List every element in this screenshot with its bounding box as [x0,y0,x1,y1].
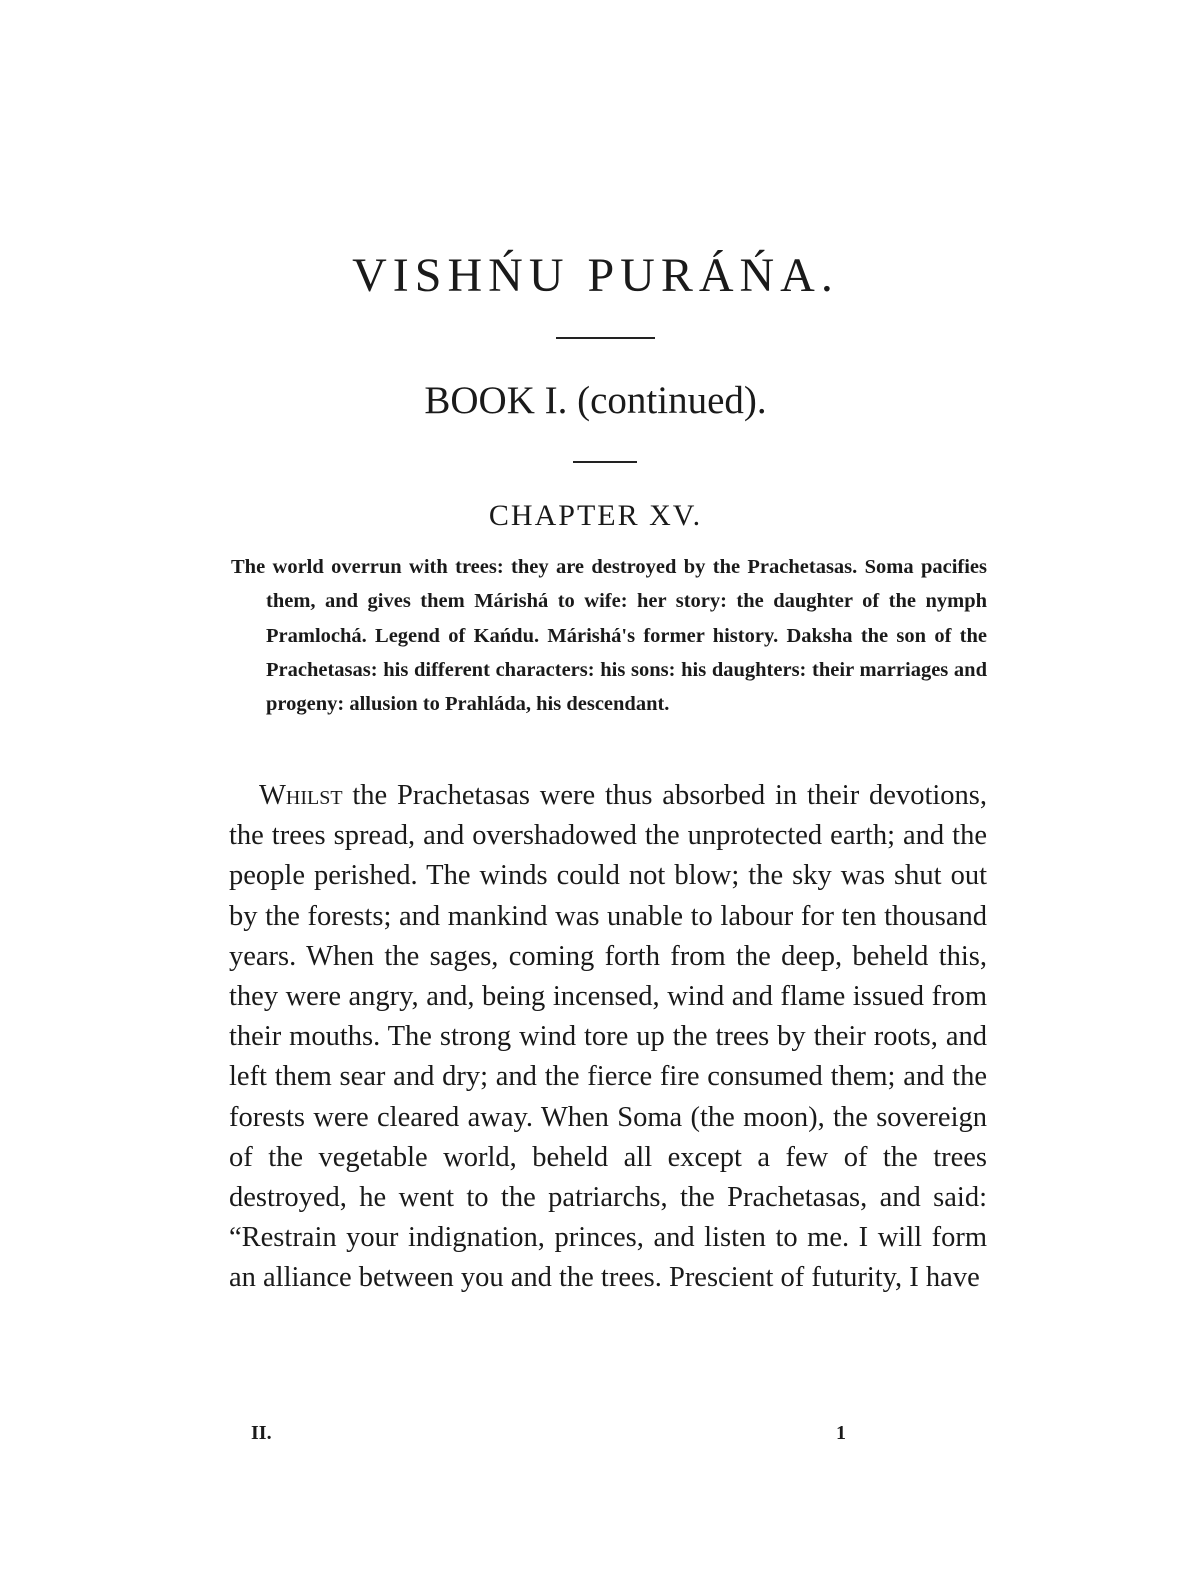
body-paragraph-text: the Prachetasas were thus absorbed in their devotions, the trees spread, and overshadowed the unprotected earth; and the people perished. The winds could not blow; the sky was shut out by the forests; and mankind was unable to labour for ten thousand years. When the sages, coming forth from the deep, beheld this, they were angry, and, being incensed, wind and flame issued from their mouths. The strong wind tore up the trees by their roots, and left them sear and dry; and the fierce fire consumed them; and the forests were cleared away. When Soma (the moon), the sovereign of the vegetable world, beheld all except a few of the trees destroyed, he went to the patriarchs, the Prachetasas, and said: “Restrain your indignation, princes, and listen to me. I will form an alliance between you and the trees. Prescient of futurity, I have [229,780,987,1294]
chapter-argument-text: The world overrun with trees: they are destroyed by the Prachetasas. Soma pacifies them, and gives them Márishá to wife: her story: the daughter of the nymph Pramlochá. Legend of Kańdu. Márishá's former history. Daksha the son of the Prachetasas: his different characters: his sons: his daughters: their marriages and progeny: allusion to Prahláda, his descendant. [231,556,987,716]
signature-mark: II. [251,1422,272,1444]
book-title: VISHŃU PURÁŃA. [352,249,839,302]
subtitle-divider [573,461,637,463]
page-number: 1 [836,1422,846,1444]
chapter-title: CHAPTER XV. [488,499,703,532]
title-divider [556,337,655,339]
book-subtitle: BOOK I. (continued). [424,379,767,422]
body-first-word: Whilst [259,780,343,811]
body-paragraph [229,776,987,1299]
chapter-argument [231,550,987,721]
